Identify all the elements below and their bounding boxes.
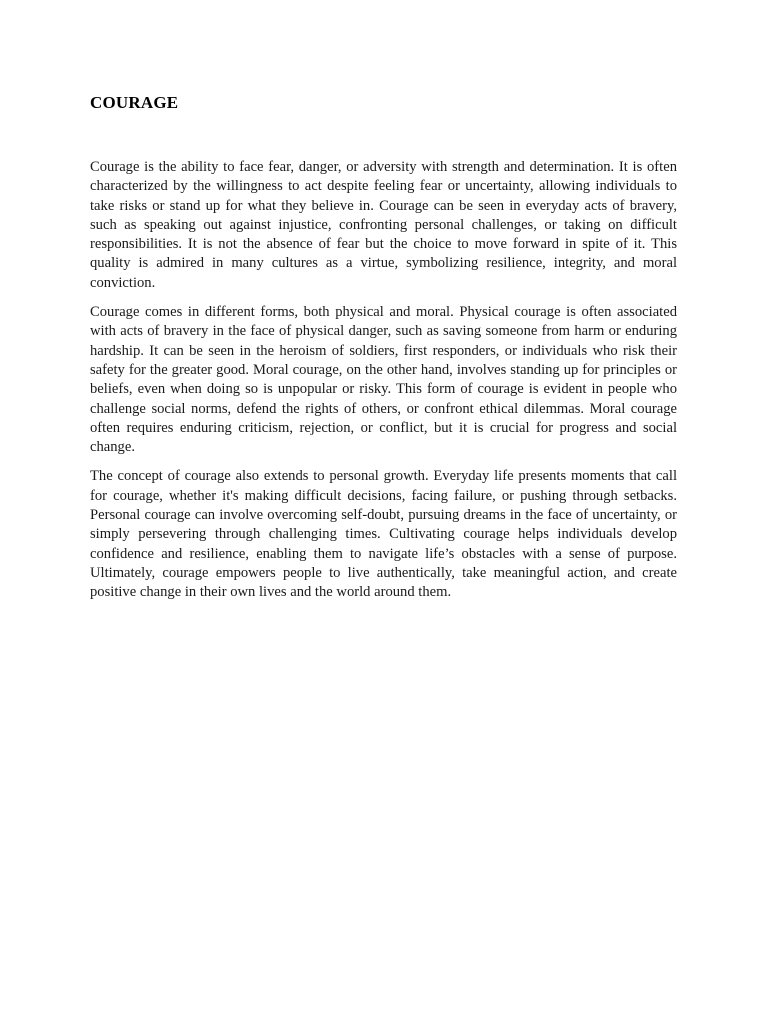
document-title: COURAGE [90, 93, 179, 112]
paragraph-2: Courage comes in different forms, both physical and moral. Physical courage is often associated with acts of bravery in the face of physical danger, such as saving someone from harm or enduring hardship. It can be seen in the heroism of soldiers, first responders, or individuals who risk their safety for the greater good. Moral courage, on the other hand, involves standing up for principles or beliefs, even when doing so is unpopular or risky. This form of courage is evident in people who challenge social norms, defend the rights of others, or confront ethical dilemmas. Moral courage often requires enduring criticism, rejection, or conflict, but it is crucial for progress and social change. [90, 304, 677, 456]
document-body [90, 92, 677, 613]
paragraph-3: The concept of courage also extends to personal growth. Everyday life presents moments that call for courage, whether it's making difficult decisions, facing failure, or pushing through setbacks. Personal courage can involve overcoming self-doubt, pursuing dreams in the face of uncertainty, or simply persevering through challenging times. Cultivating courage helps individuals develop confidence and resilience, enabling them to navigate life’s obstacles with a sense of purpose. Ultimately, courage empowers people to live authentically, take meaningful action, and create positive change in their own lives and the world around them. [90, 468, 677, 601]
paragraph-1: Courage is the ability to face fear, danger, or adversity with strength and determination. It is often characterized by the willingness to act despite feeling fear or uncertainty, allowing individuals to take risks or stand up for what they believe in. Courage can be seen in everyday acts of bravery, such as speaking out against injustice, confronting personal challenges, or taking on difficult responsibilities. It is not the absence of fear but the choice to move forward in spite of it. This quality is admired in many cultures as a virtue, symbolizing resilience, integrity, and moral conviction. [90, 159, 677, 291]
